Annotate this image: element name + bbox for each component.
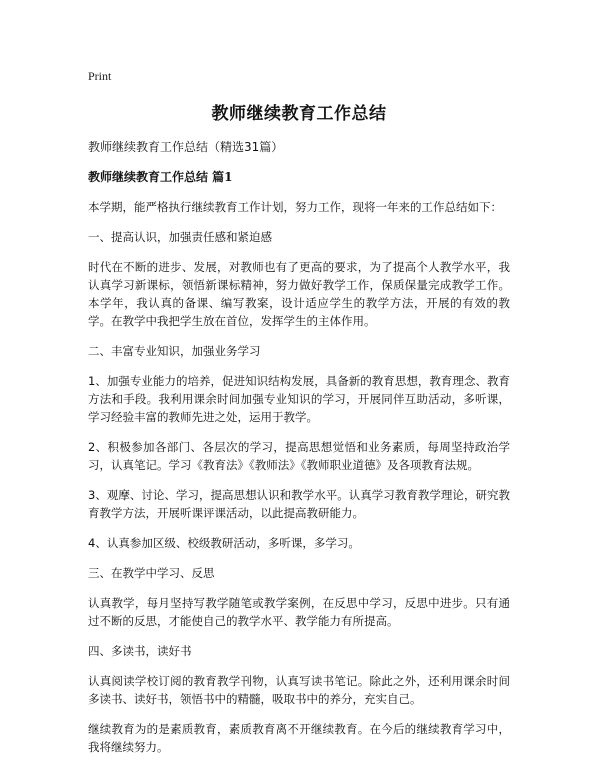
print-label: Print	[88, 69, 112, 83]
subheading-4: 四、多读书，读好书	[88, 644, 192, 658]
body-paragraph: 时代在不断的进步、发展，对教师也有了更高的要求，为了提高个人教学水平，我认真学习新课标，领悟新课标精神，努力做好教学工作，保质保量完成教学工作。本学年，我认真的备课、编写教案，设计适应学生的教学方法，开展的有效的教学。在教学中我把学生放在首位，发挥学生的主体作用。	[88, 260, 510, 328]
subheading-2: 二、丰富专业知识，加强业务学习	[88, 344, 261, 358]
list-item-1: 1、加强专业能力的培养，促进知识结构发展，具备新的教育思想，教育理念、教育方法和手段。我利用课余时间加强专业知识的学习，开展同伴互助活动，多听课，学习经验丰富的教师先进之处，运用于教学。	[88, 374, 510, 424]
list-item-2: 2、积极参加各部门、各层次的学习，提高思想觉悟和业务素质，每周坚持政治学习，认真笔记。学习《教育法》《教师法》《教师职业道德》及各项教育法规。	[88, 440, 510, 472]
list-item-3: 3、观摩、讨论、学习，提高思想认识和教学水平。认真学习教育教学理论，研究教育教学方法，开展听课评课活动，以此提高教研能力。	[88, 488, 510, 520]
subheading-1: 一、提高认识，加强责任感和紧迫感	[88, 230, 272, 244]
intro-paragraph: 本学期，能严格执行继续教育工作计划，努力工作，现将一年来的工作总结如下：	[88, 200, 502, 214]
list-item-4: 4、认真参加区级、校级教研活动，多听课，多学习。	[88, 536, 360, 550]
document-subtitle: 教师继续教育工作总结（精选31篇）	[88, 140, 284, 154]
closing-paragraph: 继续教育为的是素质教育，素质教育离不开继续教育。在今后的继续教育学习中，我将继续努力。	[88, 722, 510, 754]
body-paragraph: 认真教学，每月坚持写教学随笔或教学案例，在反思中学习，反思中进步。只有通过不断的反思，才能使自己的教学水平、教学能力有所提高。	[88, 596, 510, 628]
body-paragraph: 认真阅读学校订阅的教育教学刊物，认真写读书笔记。除此之外，还利用课余时间多读书、读好书，领悟书中的精髓，吸取书中的养分，充实自己。	[88, 674, 510, 706]
section-heading: 教师继续教育工作总结 篇1	[88, 170, 233, 184]
document-title: 教师继续教育工作总结	[211, 104, 387, 124]
subheading-3: 三、在教学中学习、反思	[88, 566, 215, 580]
